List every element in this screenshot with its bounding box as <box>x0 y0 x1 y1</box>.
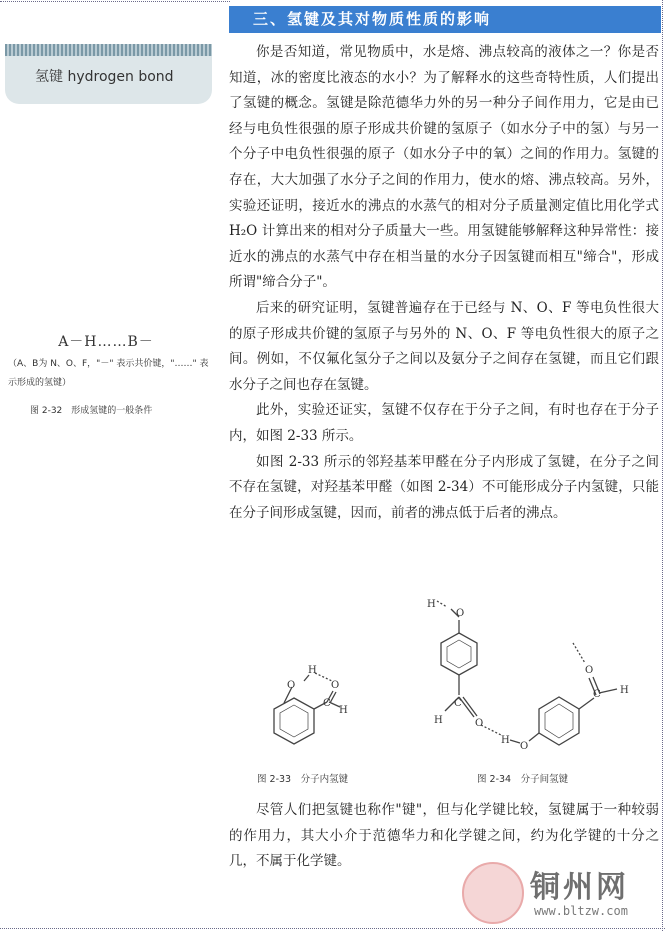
benzene-ring-inner <box>545 704 573 738</box>
benzene-ring-inner <box>447 640 471 668</box>
section-title: 三、氢键及其对物质性质的影响 <box>229 6 661 33</box>
para-hydroxybenzaldehyde-2 <box>501 643 629 752</box>
hydrogen-bond <box>315 673 332 681</box>
atom-label: H <box>339 705 348 716</box>
figure-2-34-caption: 图 2-34 分子间氢键 <box>477 774 569 785</box>
site-watermark <box>462 862 662 924</box>
paragraph: 后来的研究证明，氢键普遍存在于已经与 N、O、F 等电负性很大的原子形成共价键的氢原子与另外的 N、O、F 等电负性很大的原子之间。例如，不仅氟化氢分子之间以及氨分子之间存在氢键，而且它们跟水分子之间也存在氢键。 <box>229 299 659 393</box>
figure-2-33-caption: 图 2-33 分子内氢键 <box>257 774 349 785</box>
main-text <box>229 40 659 526</box>
term-label: 氢键 hydrogen bond <box>35 69 174 85</box>
hydrogen-bond <box>437 601 447 607</box>
atom-label: O <box>475 718 484 729</box>
ortho-hydroxybenzaldehyde <box>274 665 348 744</box>
hydrogen-bond <box>573 643 585 663</box>
atom-label: O <box>520 741 529 752</box>
bond <box>510 740 520 743</box>
bottom-border <box>0 928 665 929</box>
term-box-stripe <box>5 44 212 56</box>
bond <box>579 698 594 709</box>
watermark-url: www.bltzw.com <box>534 904 628 918</box>
formula-note: （A、B为 N、O、F，"－" 表示共价键，"……" 表示形成的氢键） <box>8 359 209 388</box>
atom-label: C <box>323 698 331 709</box>
benzene-ring <box>441 633 477 675</box>
atom-label: H <box>427 599 436 610</box>
watermark-logo <box>462 862 524 924</box>
atom-label: O <box>331 680 340 691</box>
molecule-figures <box>229 585 661 795</box>
paragraph: 你是否知道，常见物质中，水是熔、沸点较高的液体之一？你是否知道，冰的密度比液态的水小？为了解释水的这些奇特性质，人们提出了氢键的概念。氢键是除范德华力外的另一种分子间作用力，它是由已经与电负性很强的原子形成共价键的氢原子（如水分子中的氢）与另一个分子中电负性很强的原子（如水分子中的氧）之间的作用力。氢键的存在，大大加强了水分子之间的作用力，使水的熔、沸点较高。另外，实验还证明，接近水的沸点的水蒸气的相对分子质量测定值比用化学式 H₂O 计算出来的相对分子质量大一些。用氢键能够解释这种异常性：接近水的沸点的水蒸气中存在相当量的水分子因氢键而相互"缔合"，形成所谓"缔合分子"。 <box>229 44 659 291</box>
term-box <box>5 44 212 104</box>
hydrogen-bond-formula: A－H……B－ <box>58 334 154 350</box>
atom-label: H <box>434 715 443 726</box>
paragraph: 尽管人们把氢键也称作"键"，但与化学键比较，氢键属于一种较弱的作用力，其大小介于范德华力和化学键之间，约为化学键的十分之几，不属于化学键。 <box>229 802 659 870</box>
benzene-ring-inner <box>280 705 308 737</box>
hydrogen-bond <box>481 725 501 735</box>
top-border <box>0 1 230 2</box>
atom-label: C <box>593 689 601 700</box>
bond <box>463 697 477 716</box>
watermark-name: 铜州网 <box>530 870 629 905</box>
paragraph: 如图 2-33 所示的邻羟基苯甲醛在分子内形成了氢键，在分子之间不存在氢键，对羟基苯甲醛（如图 2-34）不可能形成分子内氢键，只能在分子间形成氢键，因而，前者的沸点低于后者的沸点。 <box>229 453 659 521</box>
atom-label: H <box>620 685 629 696</box>
atom-label: H <box>501 735 510 746</box>
molecule-diagram <box>229 585 661 795</box>
bond <box>599 689 617 693</box>
figure-2-32-caption: 图 2-32 形成氢键的一般条件 <box>30 406 153 416</box>
paragraph: 此外，实验还证实，氢键不仅存在于分子之间，有时也存在于分子内，如图 2-33 所示。 <box>229 402 659 444</box>
atom-label: O <box>585 665 594 676</box>
atom-label: H <box>308 665 317 676</box>
bond <box>529 733 539 741</box>
right-border <box>662 0 663 931</box>
atom-label: O <box>456 608 465 619</box>
atom-label: O <box>287 680 296 691</box>
atom-label: C <box>454 698 462 709</box>
para-hydroxybenzaldehyde-1 <box>427 599 501 735</box>
